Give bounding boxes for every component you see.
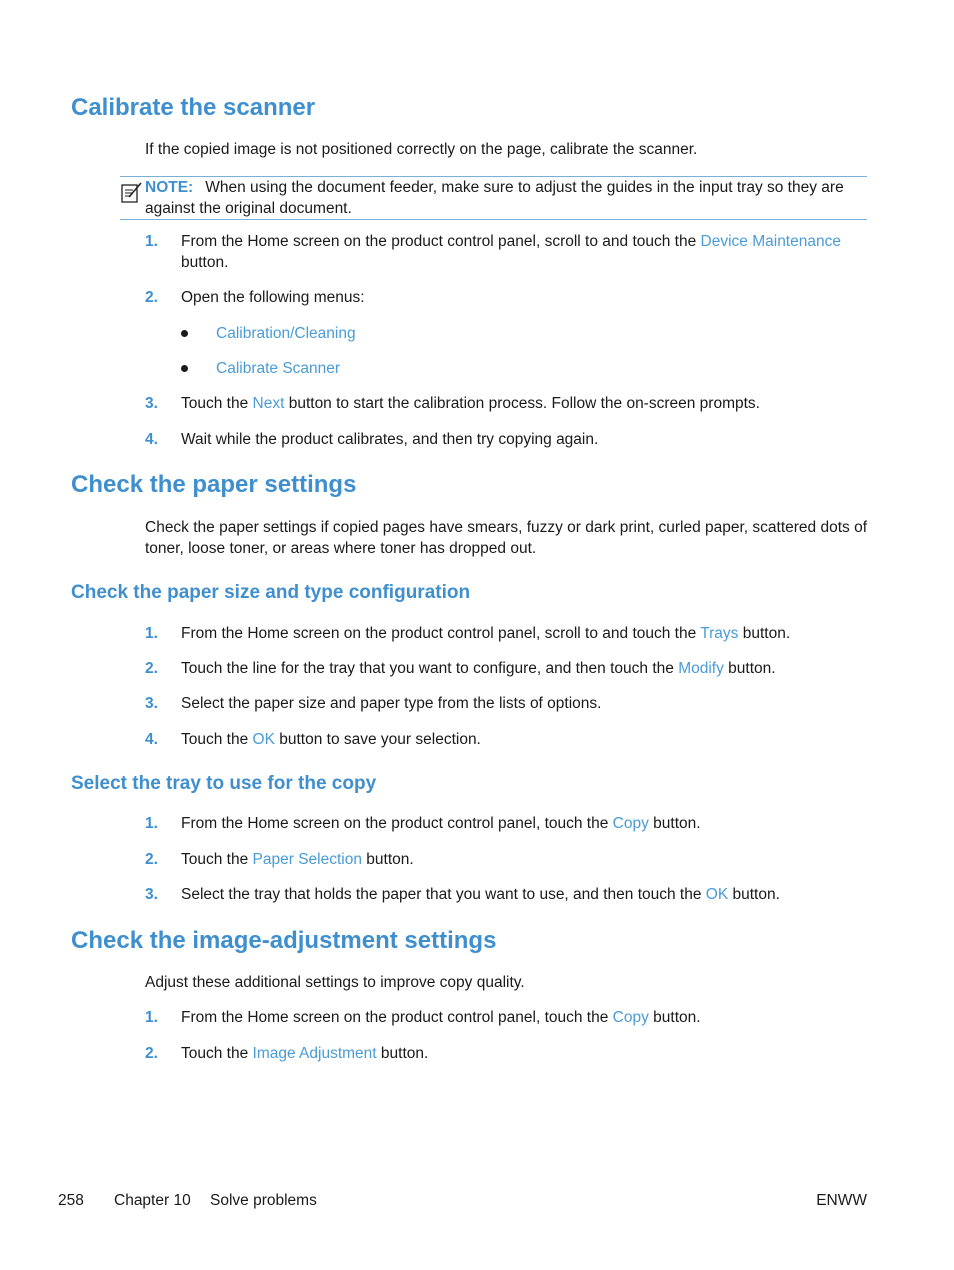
step-text-end: button to save your selection. xyxy=(274,731,481,748)
step-text-end: button. xyxy=(738,625,791,642)
step-number: 2. xyxy=(145,660,158,677)
step-number: 3. xyxy=(145,695,158,712)
note-icon xyxy=(120,180,144,204)
step-number: 4. xyxy=(145,731,158,748)
step-number: 2. xyxy=(145,851,158,868)
image-adjust-intro: Adjust these additional settings to improve copy quality. xyxy=(145,974,525,991)
step-text-end: button. xyxy=(648,1009,701,1026)
step-number: 2. xyxy=(145,289,158,306)
chapter-title: Solve problems xyxy=(210,1192,317,1209)
step-text: Touch the xyxy=(181,395,253,412)
note-box xyxy=(120,176,867,220)
step-number: 1. xyxy=(145,815,158,832)
step-text: From the Home screen on the product control panel, touch the xyxy=(181,1009,613,1026)
calibrate-scanner-link[interactable]: Calibrate Scanner xyxy=(216,360,341,377)
section-heading-paper-settings: Check the paper settings xyxy=(71,471,357,498)
modify-link[interactable]: Modify xyxy=(678,660,724,677)
bullet-dot xyxy=(181,365,188,372)
step-number: 1. xyxy=(145,233,158,250)
section-heading-image-adjust: Check the image-adjustment settings xyxy=(71,927,497,954)
step-number: 1. xyxy=(145,625,158,642)
step-text-end: button. xyxy=(361,851,414,868)
subsection-heading-select-tray: Select the tray to use for the copy xyxy=(71,773,377,794)
step-text: Wait while the product calibrates, and then try copying again. xyxy=(181,431,599,448)
step-text-end: button. xyxy=(723,660,776,677)
ok-link[interactable]: OK xyxy=(252,731,275,748)
step-number: 4. xyxy=(145,431,158,448)
device-maintenance-link[interactable]: Device Maintenance xyxy=(700,233,841,250)
step-text-end: button to start the calibration process. Follow the on-screen prompts. xyxy=(284,395,760,412)
step-number: 3. xyxy=(145,395,158,412)
copy-link[interactable]: Copy xyxy=(612,1009,649,1026)
step-text-end: button. xyxy=(728,886,780,903)
image-adjustment-link[interactable]: Image Adjustment xyxy=(252,1045,377,1062)
copy-link[interactable]: Copy xyxy=(612,815,649,832)
note-label: NOTE: xyxy=(145,179,194,196)
step-number: 1. xyxy=(145,1009,158,1026)
step-text-end: button. xyxy=(181,254,229,271)
note-text xyxy=(145,177,867,219)
step-text: Touch the xyxy=(181,731,253,748)
step-text: From the Home screen on the product control panel, scroll to and touch the xyxy=(181,625,701,642)
ok-link[interactable]: OK xyxy=(705,886,729,903)
step-text: From the Home screen on the product control panel, touch the xyxy=(181,815,613,832)
paper-selection-link[interactable]: Paper Selection xyxy=(252,851,362,868)
subsection-heading-size-type: Check the paper size and type configuration xyxy=(71,582,471,603)
step-text-end: button. xyxy=(648,815,701,832)
calibration-cleaning-link[interactable]: Calibration/Cleaning xyxy=(216,325,356,342)
page-number: 258 xyxy=(58,1192,84,1209)
step-text-end: button. xyxy=(376,1045,429,1062)
locale-code: ENWW xyxy=(816,1192,867,1209)
step-text: Touch the line for the tray that you want to configure, and then touch the xyxy=(181,660,679,677)
step-text: Select the paper size and paper type from the lists of options. xyxy=(181,695,602,712)
step-text: From the Home screen on the product control panel, scroll to and touch the xyxy=(181,233,701,250)
calibrate-intro: If the copied image is not positioned correctly on the page, calibrate the scanner. xyxy=(145,141,698,158)
trays-link[interactable]: Trays xyxy=(700,625,739,642)
step-number: 2. xyxy=(145,1045,158,1062)
step-number: 3. xyxy=(145,886,158,903)
section-heading-calibrate: Calibrate the scanner xyxy=(71,94,316,121)
note-body: When using the document feeder, make sure to adjust the guides in the input tray so they are against the original document. xyxy=(145,179,844,217)
step-text: Select the tray that holds the paper that you want to use, and then touch the xyxy=(181,886,706,903)
step-text: Touch the xyxy=(181,851,253,868)
paper-settings-intro: Check the paper settings if copied pages have smears, fuzzy or dark print, curled paper, scattered dots of toner, loose toner, or areas where toner has dropped out. xyxy=(145,519,867,557)
bullet-dot xyxy=(181,330,188,337)
next-link[interactable]: Next xyxy=(252,395,285,412)
step-text: Open the following menus: xyxy=(181,289,365,306)
step-text: Touch the xyxy=(181,1045,253,1062)
chapter-label: Chapter 10 xyxy=(114,1192,191,1209)
